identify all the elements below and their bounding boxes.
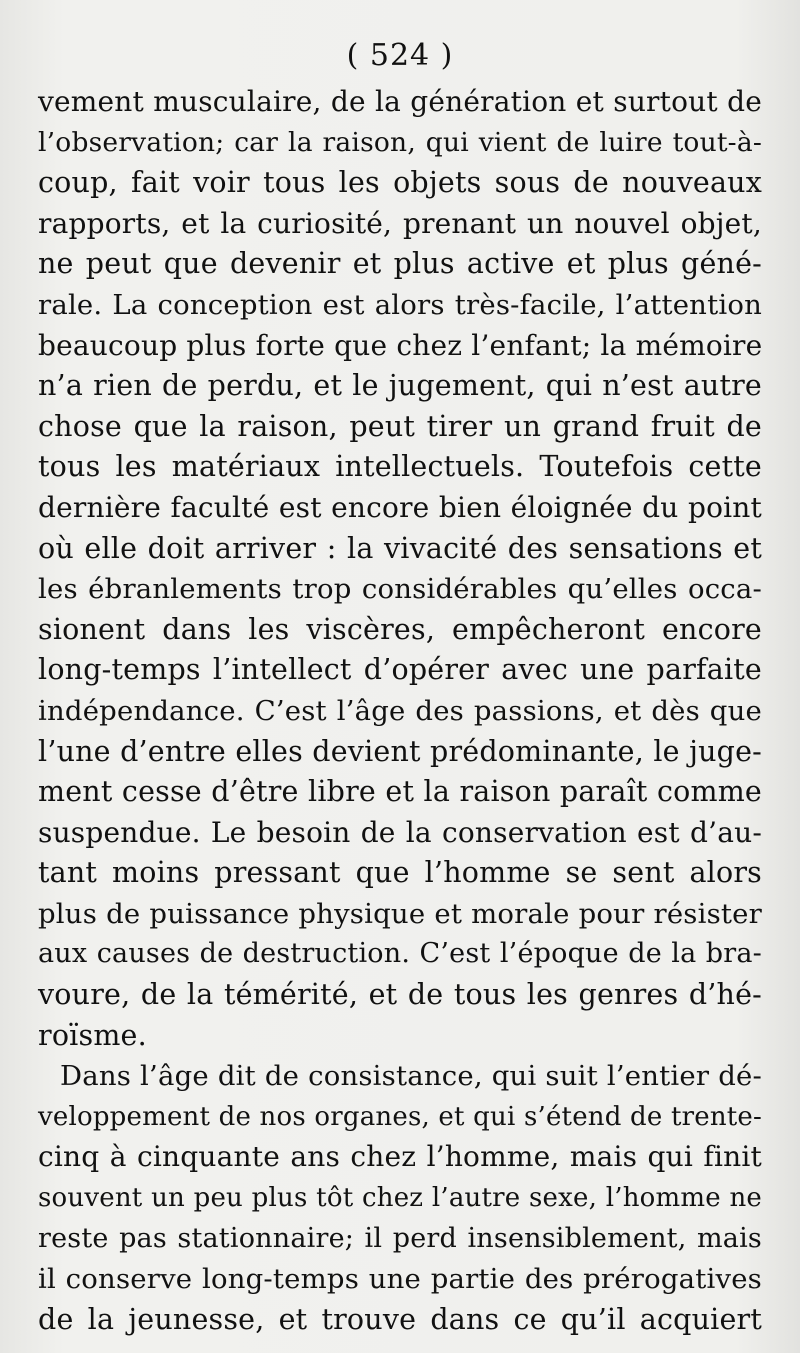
text-line: rale. La conception est alors très-facile, l’attention bbox=[38, 288, 762, 321]
text-line: il conserve long-temps une partie des prérogatives bbox=[38, 1263, 762, 1296]
text-line: dernière faculté est encore bien éloignée du point bbox=[38, 490, 762, 524]
page-number: ( 524 ) bbox=[346, 38, 454, 73]
text-line: tant moins pressant que l’homme se sent alors bbox=[38, 856, 762, 890]
text-line: voure, de la témérité, et de tous les genres d’hé- bbox=[38, 978, 762, 1012]
text-line: suspendue. Le besoin de la conservation est d’au- bbox=[38, 815, 762, 849]
text-line: les ébranlements trop considérables qu’elles occa- bbox=[38, 573, 762, 606]
text-line: l’une d’entre elles devient prédominante, le juge- bbox=[38, 734, 762, 768]
text-line: cinq à cinquante ans chez l’homme, mais qui finit bbox=[38, 1140, 762, 1174]
text-line: reste pas stationnaire; il perd insensiblement, mais bbox=[38, 1222, 762, 1254]
text-line: l’observation; car la raison, qui vient de luire tout-à- bbox=[38, 126, 762, 158]
text-line: long-temps l’intellect d’opérer avec une parfaite bbox=[38, 653, 762, 687]
text-line: de la jeunesse, et trouve dans ce qu’il acquiert bbox=[38, 1302, 762, 1336]
text-line: souvent un peu plus tôt chez l’autre sexe, l’homme ne bbox=[38, 1183, 762, 1214]
text-line: beaucoup plus forte que chez l’enfant; la mémoire bbox=[38, 328, 763, 362]
text-line: aux causes de destruction. C’est l’époque de la bra- bbox=[38, 938, 762, 970]
text-line: n’a rien de perdu, et le jugement, qui n’est autre bbox=[38, 369, 762, 403]
text-line: rapports, et la curiosité, prenant un nouvel objet, bbox=[38, 206, 762, 240]
text-line: sionent dans les viscères, empêcheront encore bbox=[38, 612, 762, 646]
text-line: veloppement de nos organes, et qui s’étend de trente- bbox=[38, 1101, 762, 1132]
text-line: Dans l’âge dit de consistance, qui suit l’entier dé- bbox=[60, 1060, 762, 1093]
text-line: ment cesse d’être libre et la raison paraît comme bbox=[38, 775, 762, 809]
text-line: roïsme. bbox=[38, 1018, 147, 1052]
text-line: où elle doit arriver : la vivacité des sensations et bbox=[38, 531, 762, 565]
text-line: ne peut que devenir et plus active et plus géné- bbox=[38, 247, 762, 281]
text-line: indépendance. C’est l’âge des passions, et dès que bbox=[38, 694, 762, 727]
text-line: coup, fait voir tous les objets sous de nouveaux bbox=[38, 166, 762, 200]
text-line: plus de puissance physique et morale pour résister bbox=[38, 897, 762, 930]
text-line: chose que la raison, peut tirer un grand fruit de bbox=[38, 409, 762, 443]
body-text bbox=[38, 82, 762, 1340]
text-line: vement musculaire, de la génération et surtout de bbox=[38, 85, 762, 118]
text-line: tous les matériaux intellectuels. Toutefois cette bbox=[38, 450, 762, 484]
